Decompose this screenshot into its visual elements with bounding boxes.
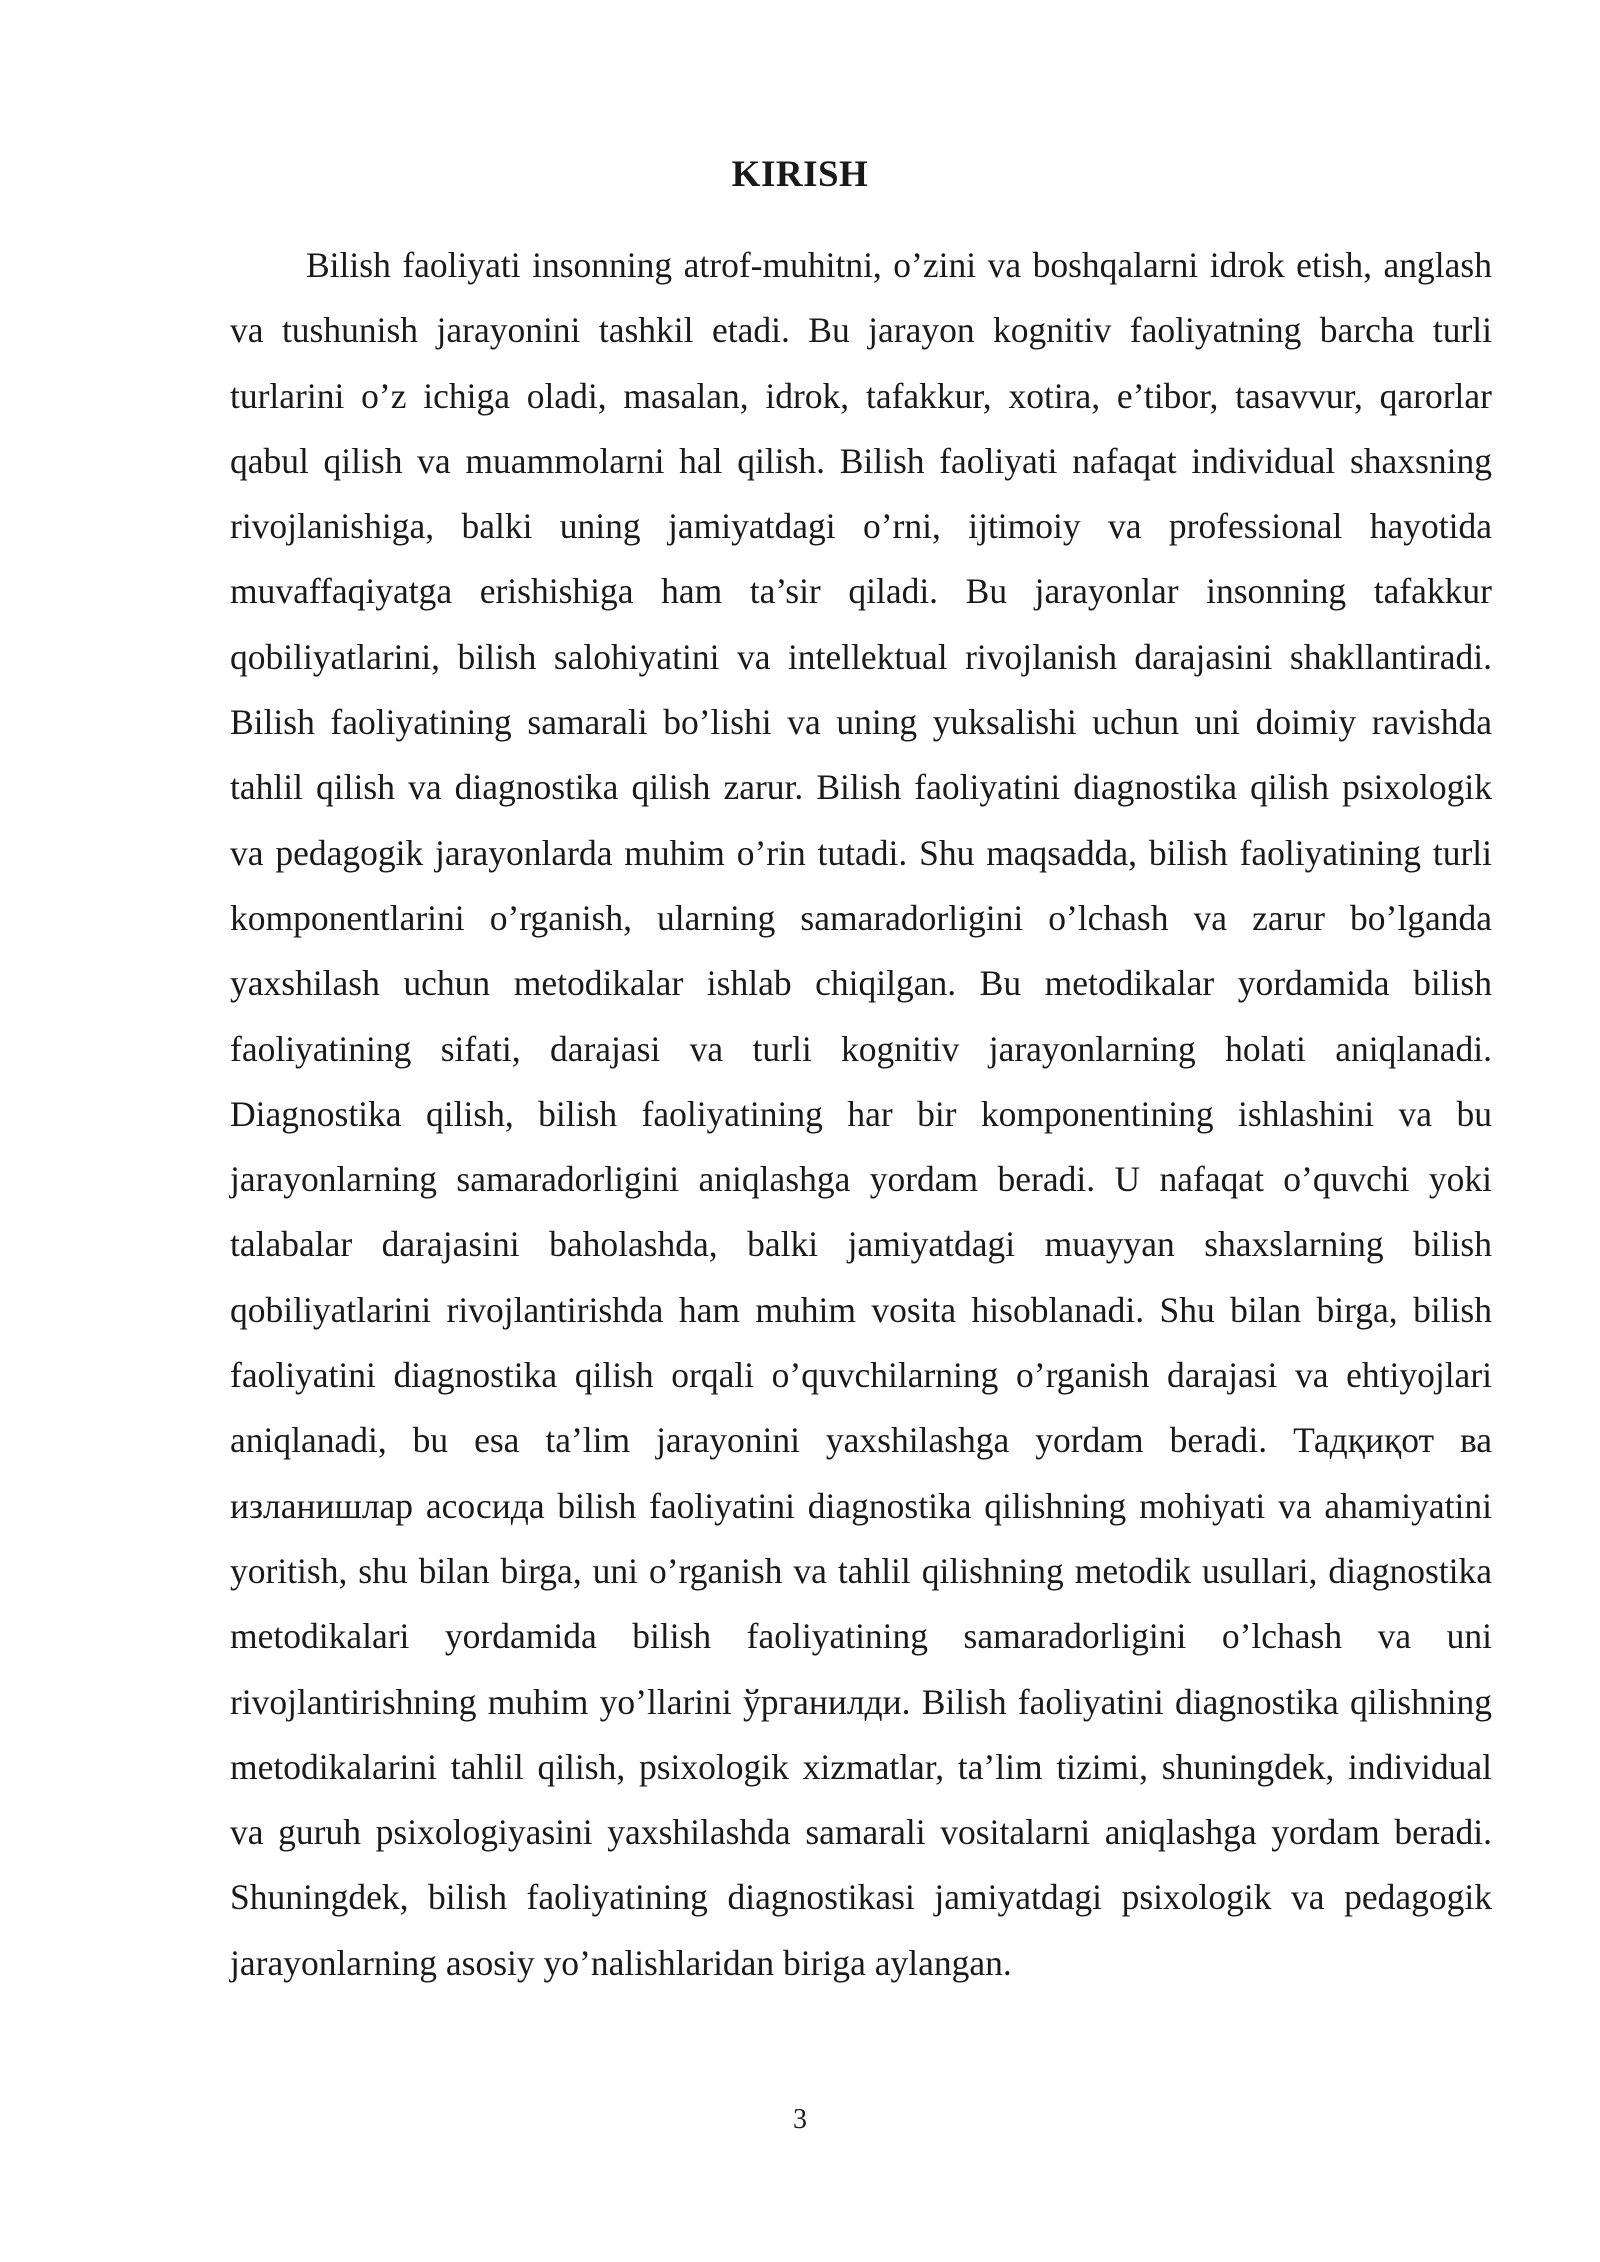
page-title: KIRISH — [731, 154, 869, 195]
body-paragraph: Bilish faoliyati insonning atrof-muhitni, o’zini va boshqalarni idrok etish, anglash va tushunish jarayonini tashkil etadi. Bu jarayon kognitiv faoliyatning barcha turli turlarini o’z ichiga oladi, masalan, idrok, tafakkur, xotira, e’tibor, tasavvur, qarorlar qabul qilish va muammolarni hal qilish. Bilish faoliyati nafaqat individual shaxsning rivojlanishiga, balki uning jamiyatdagi o’rni, ijtimoiy va professional hayotida muvaffaqiyatga erishishiga ham ta’sir qiladi. Bu jarayonlar insonning tafakkur qobiliyatlarini, bilish salohiyatini va intellektual rivojlanish darajasini shakllantiradi. Bilish faoliyatining samarali bo’lishi va uning yuksalishi uchun uni doimiy ravishda tahlil qilish va diagnostika qilish zarur. Bilish faoliyatini diagnostika qilish psixologik va pedagogik jarayonlarda muhim o’rin tutadi. Shu maqsadda, bilish faoliyatining turli komponentlarini o’rganish, ularning samaradorligini o’lchash va zarur bo’lganda yaxshilash uchun metodikalar ishlab chiqilgan. Bu metodikalar yordamida bilish faoliyatining sifati, darajasi va turli kognitiv jarayonlarning holati aniqlanadi. Diagnostika qilish, bilish faoliyatining har bir komponentining ishlashini va bu jarayonlarning samaradorligini aniqlashga yordam beradi. U nafaqat o’quvchi yoki talabalar darajasini baholashda, balki jamiyatdagi muayyan shaxslarning bilish qobiliyatlarini rivojlantirishda ham muhim vosita hisoblanadi. Shu bilan birga, bilish faoliyatini diagnostika qilish orqali o’quvchilarning o’rganish darajasi va ehtiyojlari aniqlanadi, bu esa ta’lim jarayonini yaxshilashga yordam beradi. Тадқиқот ва изланишлар асосида bilish faoliyatini diagnostika qilishning mohiyati va ahamiyatini yoritish, shu bilan birga, uni o’rganish va tahlil qilishning metodik usullari, diagnostika metodikalari yordamida bilish faoliyatining samaradorligini o’lchash va uni rivojlantirishning muhim yo’llarini ўрганилди. Bilish faoliyatini diagnostika qilishning metodikalarini tahlil qilish, psixologik xizmatlar, ta’lim tizimi, shuningdek, individual va guruh psixologiyasini yaxshilashda samarali vositalarni aniqlashga yordam beradi. Shuningdek, bilish faoliyatining diagnostikasi jamiyatdagi psixologik va pedagogik jarayonlarning asosiy yo’nalishlaridan biriga aylangan. — [230, 245, 1492, 1983]
page-number: 3 — [793, 2104, 807, 2135]
